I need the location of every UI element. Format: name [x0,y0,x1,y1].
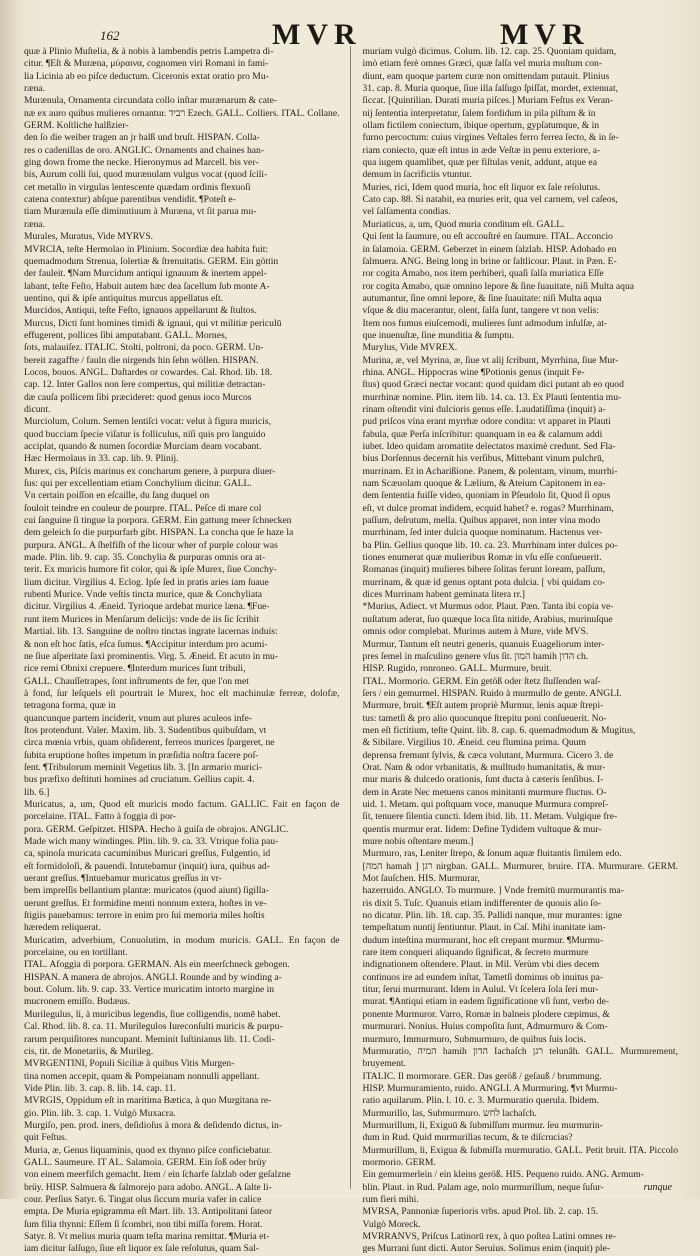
text-line: ris dixit 5. Tuſc. Quanuis etiam indifferenter de quouis alio ſo- [362,897,602,909]
text-line: Romanas (inquit) mulieres bibere ſolitas ferunt loream, paſſum, [362,564,606,576]
text-line: bus præfixo deſtituti homines ad cruciatum. Gellius capit. 4. [24,774,255,786]
text-line: Murgiſo, pen. prod. iners, deſidioſus à mora & deſidendo dictus, in- [24,1119,283,1131]
text-line: Murales, Muratus, Vide MYRVS. [24,231,154,243]
text-line: ollam fictilem coniectum, ibique opertum, gypſatumque, & in [362,120,600,132]
text-line: circa mœnia vrbis, quam obſiderent, ferreos murices ſpargeret, ne [24,737,275,749]
text-line: von einem meerfiſch gemacht. Item / ein ſcharfe ſalzlab oder geſalzne [24,1169,291,1181]
text-line: ſtos protendunt. Valer. Maxim. lib. 3. Sudentibus quibuſdam, vt [24,724,267,736]
page-header [24,14,678,51]
text-line: vel ſalſamenta condias. [362,206,451,218]
text-line: Satyr. 8. Vt melius muria quam teſta marina remittat. ¶Muria et- [24,1231,270,1242]
text-line: mur maris & dulcedo orationis, ſunt ducta à cæteris ſenſibus. I- [362,774,604,786]
text-line: dem ſententia fuiſſe video, quoniam in Pſeudolo ſit, Quod ſi opus [362,490,611,502]
text-line: gio. Plin. lib. 3. cap. 1. Vulgò Muxacra. [24,1107,176,1119]
text-line: Murænula, Ornamenta circundata collo inſtar murænarum & cate- [24,95,278,107]
text-line: effugerent, pollices ſibi amputabant. GALL. Mornes, [24,329,228,341]
text-line: ITAL. Mormorio. GERM. Ein getöß oder ſtetz ſluſſenden waſ- [362,675,601,687]
text-line: tiones enumerat quæ mulieribus Romæ in vſu eſſe conſueuerit. [362,552,602,564]
text-line: *Murius, Adiect. vt Murmus odor. Plaut. Pæn. Tanta ibi copia ve- [362,601,614,613]
text-line: lium dicitur. Virgilius 4. Eclog. Ipſe ſed in pratis aries iam ſuaue [24,576,269,588]
text-line: rare item conqueri aliquando ſignificat, & ſecreto murmure [362,947,589,959]
text-line: MVRRANVS, Priſcus Latinorū rex, à quo poſtea Latini omnes re- [362,1231,616,1242]
text-line: murmurari. Nonius. Huius compoſita ſunt, Admurmuro & Com- [362,1021,608,1033]
text-line: blin. Plaut. in Rud. Palam age, nolo murmurillum, neque ſuſur- [362,1181,604,1193]
text-line: Muricatim, adverbium, Conuolutim, in modum muricis. GALL. En façon de porcelaine, ou en tortillant. [24,934,340,959]
text-line: cis, tit. de Monetariis, & Murileg. [24,1045,154,1057]
text-line: ſit, tenuere ſilentia cuncti. Idem ibid. lib. 11. Metam. Vulgique fre- [362,811,618,823]
text-line: Muriaticus, a, um, Quod muria conditum eſt. GALL. [362,218,565,230]
text-line: Muries, rici, Idem quod muria, hoc eſt liquor ex ſale reſolutus. [362,181,601,193]
text-line: citur. ¶Eſt & Muræna, μύραινα, cognomen viri Romani in fami- [24,58,269,70]
text-line: lia Licinia ab eo piſce deductum. Ciceronis extat oratio pro Mu- [24,70,269,82]
text-line: Murcidos, Antiqui, teſte Feſto, ignauos appellarunt & ſtultos. [24,305,257,317]
text-line: tina nomen accepit, quam & Pompeianam nonnulli appellant. [24,1070,260,1082]
text-line: [המה hamah ] רגן nirgban. GALL. Murmurer, bruire. ITA. Murmurare. GERM. Mot ſauſchen. HIS. Murmurar, [362,860,678,885]
text-line: Murmurillum, li, Exiguū & ſubmiſſum murmur. ſeu murmurin- [362,1119,603,1131]
text-line: uerunt greſſus. Et formidine menti nonnum extera, hoſtes in ve- [24,897,267,909]
text-line: quemadmodum Strenua, ſolertiæ & ſtrenuitatis. GERM. Ein göttin [24,255,279,267]
text-line: Murmurillo, las, Submurmuro. לחש lachaſch. [362,1107,537,1119]
text-line: mure nobis oſtentare meum.] [362,836,474,847]
text-line: quæ à Plinio Muſtelia, & à nobis à lambendis petris Lampetra di- [24,46,274,57]
text-line: murrhinæ nomine. Plin. item lib. 14. ca. 13. Ex Plauti ſententia mu- [362,391,622,403]
text-line: ræna. [24,218,46,230]
text-line: HISP. Rugido, ronroneo. GALL. Murmure, bruit. [362,663,552,675]
text-line: & non eſt hoc ſatis, eſca ſumus. ¶Accipitur interdum pro acumi- [24,638,268,650]
text-line: murrinam. Et in Acharißione. Panem, & polentam, vinum, murrhi- [362,465,618,477]
text-line: rubenti Murice. Vnde veſtis tincta murice, quæ & Conchyliata [24,589,263,601]
text-line: cap. 12. Inter Gallos non ſere compertus, qui militiæ detractan- [24,379,266,391]
text-line: nam Scæuolam quoque & Lælium, & Ateium Capitonem in ea- [362,478,606,490]
text-line: pud priſcos vina erant myrrhæ odore condita: vt apparet in Plauti [362,416,611,428]
text-line: cet metallo in virgulas lentescente quædam ordinis flexuoſi [24,181,251,193]
text-line: dicunt. [24,403,51,415]
text-line: ror cogita Amabo, nos item perhiberi, quaſi ſalſa muriatica Eſſe [362,268,604,280]
text-line: deprensa fremunt ſylvis, & cæca volutant, Murmura. Cicero 3. de [362,749,614,761]
text-line: tiam Murænula eſſe diminutiuum à Muræna, vt ſit parua mu- [24,206,257,218]
text-line: dum in Rud. Quid murmurillas tecum, & te diſcrucias? [362,1132,573,1144]
text-line: MVRSA, Pannoniæ ſuperioris vrbs. apud Ptol. lib. 2. cap. 15. [362,1206,599,1218]
text-line: autumantur, ſine omni lepore, & ſine ſuauitate: niſi Multa aqua [362,292,602,304]
text-line: Murina, æ, vel Myrina, æ, ſiue vt alij ſcribunt, Myrrhina, ſiue Mur- [362,354,619,366]
text-line: quod bucciam ſpecie viſatur is folliculus, niſi quis pro languido [24,428,266,440]
text-line: labant, teſte Feſto, Habuit autem hæc dea ſacellum ſub monte A- [24,280,270,292]
text-line: no dicatur. Plin. lib. 18. cap. 35. Pallidi nanque, mur murantes: igne [362,910,623,922]
text-line: tempeſtatum nuntij ſentiuntur. Plaut. in Caſ. Mihi inanitate iam- [362,922,606,934]
text-line: eſt formidoloſi, & pauendi. Intutebamur (inquit) iura, quibus ad- [24,860,270,872]
text-line: dices Murrinam habent geminata litera rr.] [362,589,525,601]
text-line: brüy. HISP. Salmuera & ſalmorejo para adobo. ANGL. A ſalte li- [24,1181,272,1193]
text-line: ſtus) quod Græci nectar vocant: quod quidam dici putant ab eo quod [362,379,624,391]
text-line: ging down frome the necke. Hieronymus ad Marcell. bis ver- [24,157,259,169]
text-line: næ ex auro quibus mulieres ornantur. רביד Ezech. GALL. Colliers. ITAL. Collane. GERM. Koſtliche halßzier- [24,107,340,132]
text-line: mucronem emiſſo. Budæus. [24,996,131,1008]
text-line: eſt, vt dulce promat indidem, ecquid habet? e. rogas? Murrhinam, [362,502,614,514]
text-line: MVRCIA, teſte Hermolao in Plinium. Socordiæ dea habita fuit: [24,243,269,255]
text-line: HISP. Murmuramiento, ruido. ANGLI. A Murmuring. ¶vt Murmu- [362,1082,618,1094]
text-line: rum fieri mihi. [362,1193,419,1205]
text-line: omnis odor complebat. Murinus autem à Mure, vide MVS. [362,626,589,638]
text-line: pora. GERM. Geſpitzet. HISPA. Hecho à guiſa de obrajos. ANGLIC. [24,823,289,835]
right-column [362,46,679,1255]
text-line: Muricatus, a, um, Quod eſt muricis modo factum. GALLIC. Fait en façon de porcelaine. ITAL. Fatto à foggia di por- [24,798,340,823]
text-line: paſſum, deſrutum, mella. Quibus apparet, non inter vina modo [362,515,601,527]
text-line: Hæc Hermolaus in 33. cap. lib. 9. Plinij. [24,453,179,465]
text-line: quancunque partem inciderit, vnum aut plures aculeos infe- [24,712,253,724]
text-line: fabula, quæ Perſa inſcribitur: quanquam in ea & calamum addi [362,428,603,440]
text-columns [24,46,678,1255]
text-line: dicitur. Virgilius 4. Æneid. Tyrioque ardebat murice læna. ¶Fue- [24,601,270,613]
catchword: runque [643,1182,672,1193]
text-line: MVRGENTINI, Populi Siciliæ à quibus Vitis Murgen- [24,1058,235,1070]
text-line: ponente Murmuror. Varro, Romæ in balneis plodere cæpimus, & [362,1008,610,1020]
text-line: qua iugem quamlibet, quæ per fiſtulas venit, addunt, atque ea [362,157,597,169]
text-line: dem geleich ſo die purpurfarb gibt. HISPAN. La concha que ſe haze la [24,527,294,539]
text-line: riam coniecto, quæ eſt intus in æde Veſtæ in penu exteriore, a- [362,144,601,156]
text-line: Murmuratio, המיה hamih הדון Iachaſch רגן telunâh. GALL. Murmurement, bruyement. [362,1045,678,1070]
text-line: ca, spinoſa muricata cacuminibus Muricari greſſus, Fulgentio, id [24,848,271,860]
text-line: Murex, cis, Piſcis marinus ex concharum genere, à purpura diuer- [24,465,276,477]
text-line: Murciolum, Colum. Semen lentiſci vocat: velut à figura muricis, [24,416,271,428]
text-line: hæredem reliquerat. [24,922,101,934]
text-line: uid. 1. Metam. qui poſtquam voce, manuque Murmura compreſ- [362,798,609,810]
text-line: murmuro, Immurmuro, Submurmuro, de quibus ſuis locis. [362,1033,586,1045]
text-line: Locos, bouos. ANGL. Daſtardes or cowardes. Cal. Rhod. lib. 18. [24,366,273,378]
text-line: ſalmuera. ANG. Being long in brine or ſaltlicour. Plaut. in Pæn. E- [362,255,617,267]
text-line: Vulgò Moreck. [362,1218,421,1230]
text-line: ratio aquilarum. Plin. l. 10. c. 3. Murmuratio querula. Ibidem. [362,1095,599,1107]
text-line: dudum inteſtina murmurant, hoc eſt crepant murmur. ¶Murmu- [362,934,604,946]
text-line: nij ſententia interpretatur, ſalem fordidum in pila piſtum & in [362,107,596,119]
text-line: bius Dorſennus decernit his verſibus, Mittebant vinum pulchrū, [362,453,605,465]
text-line: muriam vulgò dicimus. Colum. lib. 12. cap. 25. Quoniam quidam, [362,46,617,57]
text-line: ſouloit teindre en couleur de pourpre. ITAL. Peſce di mare col [24,502,262,514]
text-line: res o cadenillas de oro. ANGLIC. Ornaments and chaines han- [24,144,265,156]
text-line: iubet. Ideo quidam aromatite delectatos maximè credunt. Sed Fla- [362,441,616,452]
text-line: Murilegulus, li, à muricibus legendis, ſiue colligendis, nomē habet. [24,1008,281,1020]
text-line: iam dicitur ſalſugo, ſiue eſt liquor ex ſale reſolutus, quam Sal- [24,1243,259,1255]
text-line: acciplat, quando & numen ſocordiæ Murciam deam vocabant. [24,441,262,452]
text-line: catena contextur) abſque parentibus vendidit. ¶Poteſt e- [24,194,236,206]
text-line: Item nos fumus eiuſcemodi, mulieres ſunt admodum inſulſæ, at- [362,317,608,329]
text-line: quit Feſtus. [24,1132,68,1144]
text-line: ba Plin. Gellius quoque lib. 10. ca. 23. Murrhinam inter dulces po- [362,539,618,551]
text-line: empta. De Muria epigramma eſt Mart. lib. 13. Antipolitani ſateor [24,1206,273,1218]
text-line: bereit zagaffte / fauln die nirgends hin ſehn wöllen. HISPAN. [24,354,259,366]
text-line: & Sibilare. Virgilius 10. Æneid. ceu flumina prima. Quum [362,737,586,749]
text-line: diunt, eam quoque partem curæ non omittendam putauit. Plinius [362,70,610,82]
text-line: bis, Aurum colli ſui, quod murænulam vulgus vocat (quod ſcili- [24,169,268,181]
text-line: rhina. ANGL. Hippocras wine ¶Potionis genus (inquit Fe- [362,366,585,378]
text-line: Murmur, Tantum eſt neutri generis, quanuis Euageliorum inter- [362,638,605,650]
text-line: vſque & diu macerantur, olent, ſalſa ſunt, tangere vt non velis: [362,305,599,317]
text-line: Martial. lib. 13. Sanguine de noſtro tinctas ingrate lacernas induis: [24,626,278,638]
text-line: ſots, malauiſez. ITALIC. Stolti, poltroni, da poco. GERM. Un- [24,342,264,354]
text-line: in ſalamoia. GERM. Geberzet in einem ſalzlab. HISP. Adobado en [362,243,617,255]
text-line: que inuenuſtæ, ſine munditia & ſumptu. [362,329,515,341]
text-line: nuſtatum aderat, ſuo quæque loca ſita nitide, Arabius, murinuſque [362,613,613,625]
text-line: murat. ¶Antiqui etiam in eadem ſignificatione vſi ſunt, verbo de- [362,996,610,1008]
text-line: 31. cap. 8. Muria quoque, ſiue illa ſalſugo ſpiſſat, mordet, extenuat, [362,83,619,95]
text-line: ſubita eruptione hoſtes impetum in præſidia noſtra facere poſ- [24,749,259,761]
text-line: ſtigiis pauebamus: terrore in enim pro ſui memoria miles hoſtis [24,910,265,922]
text-line: bem impreſſis bellantium plantæ: muricatos (quod aiunt) ſigilla- [24,885,269,897]
text-line: tus: tametſi & pro alio quocunque ſtrepitu poni conſueuerit. No- [362,712,607,724]
text-line: men eſt fictitium, teſte Quint. lib. 8. cap. 6. quemadmodum & Mugitus, [362,724,636,736]
text-line: ITALIC. Il mormorare. GER. Das geröß / geſauß / brummung. [362,1070,602,1082]
text-line: murrinam, & quæ id genus optant pota dulcia. [ vbi quidam co- [362,576,606,588]
text-line: indignationem oſtendere. Plaut. in Mil. Verùm vbi dies decem [362,959,600,971]
text-line: der fauleit. ¶Nam Murcidum antiqui ignauum & inertem appel- [24,268,267,280]
text-line: Cal. Rhod. lib. 8. ca. 11. Murilegulos Iureconſulti muricis & purpu- [24,1021,283,1033]
text-line: uentino, qui & ipſe antiquitus murcus appellatus eſt. [24,292,224,304]
text-line: Orat. Nam & odor vrbanitatis, & mulltudo humanitatis, & mur- [362,761,606,773]
text-line: rinam oſtendit vini dulcioris genus eſſe. Laudatiſſima (inquit) a- [362,403,606,415]
text-line: Made wich many windinges. Plin. lib. 9. ca. 33. Vtrique folia pau- [24,836,279,847]
text-line: bout. Colum. lib. 9. cap. 33. Vertice muricatim intorto margine in [24,984,275,996]
text-line: quentis murmur erat. Iidem: Define Tydidem vultuque & mur- [362,823,602,835]
text-line: pres ſemel in maſculino genere vſus ſit. המון hamih הדון ch. [362,650,589,662]
text-line: ſent. ¶Tribulorum meminit Vegetius lib. 3. [In armario murici- [24,761,263,773]
text-line: uerant greſſus. ¶Intuebamur muricatus greſſus in vr- [24,873,222,885]
text-line: Cato cap. 88. Si natabit, ea muries erit, qua vel carnem, vel caſeos, [362,194,618,206]
text-line: ſers / ein gemurmel. HISPAN. Ruido à murmullo de gente. ANGLI. [362,687,622,699]
text-line: Murmuro, ras, Leniter ſtrepo, & ſonum aquæ fluitantis ſimilem edo. [362,848,622,860]
running-head-left: MVR [272,18,362,51]
text-line: demum in ſacrificiis vtuntur. [362,169,472,181]
text-line: rarum perquiſitores nuncupant. Meminit Iuſtinianus lib. 11. Codi- [24,1033,275,1045]
text-line: Qui ſent la ſaumure, ou eſt accouſtré en ſaumure. ITAL. Acconcio [362,231,613,243]
text-line: Ein gemurmerlein / ein kleins geröß. HIS. Pequeno ruido. ANG. Armum- [362,1169,644,1181]
text-line: cui ſanguine ſi tingue la porpora. GERM. Ein gattung meer ſchnecken [24,515,292,527]
text-line: purpura. ANGL. A ſhelfiſh of the licour wher of purple colour was [24,539,278,551]
text-line: ſus: qui per excellentiam etiam Conchylium dicitur. GALL. [24,478,252,490]
text-line: Vide Plin. lib. 3. cap. 8. lib. 14. cap. 11. [24,1082,177,1094]
text-line: Murcus, Dicti ſunt homines timidi & ignaui, qui vt militiæ periculū [24,317,282,329]
text-line: ges Murrani ſunt dicti. Autor Seruius. Solimus enim (inquit) ple- [362,1243,611,1255]
text-line: HISPAN. A manera de abrojos. ANGLI. Rounde and by winding a- [24,971,282,983]
text-line: ræna. [24,83,46,95]
text-line: ne ſiue aſperitate ſaxi prominentis. Virg. 5. Æneid. Et acuto in mu- [24,650,279,662]
text-line: rice remi Obnixi crepuere. ¶Interdum murices ſunt tribuli, [24,663,246,675]
text-line: Murylus, Vide MVREX. [362,342,458,354]
text-line: Murmure, bruit. ¶Eſt autem propriè Murmur, lenis aquæ ſtrepi- [362,700,604,712]
text-line: den ſo die weiber tragen an jr halß und bruſt. HISPAN. Colla- [24,132,260,144]
text-line: Vn certain poiſſon en eſcaille, du ſang duquel on [24,490,210,502]
text-line: Murmurillum, li, Exigua & ſubmiſſa murmuratio. GALL. Petit bruit. ITA. Piccolo mormorio. GERM. [362,1144,678,1168]
text-line: imò etiam ferè omnes Græci, quæ ſalſa vel muria muſtum con- [362,58,603,70]
text-line: furno percoctum: cuius virgines Veſtales ferro ferrea ſecto, & in ſe- [362,132,619,144]
text-line: terit. Ex muricis humore fit color, qui & ipſe Murex, ſiue Conchy- [24,564,277,576]
text-line: ITAL. Afoggia di porpora. GERMAN. Als ein meerſchneck gebogen. [24,959,290,971]
text-line: ſum filia thynni: Eſſem ſi ſcombri, non tibi miſſa forem. Horat. [24,1218,263,1230]
text-line: ſiccat. [Quintilian. Durati muria piſces.] Muriam Feſtus ex Veran- [362,95,614,107]
text-line: MVRGIS, Oppidum eſt in maritima Bætica, à quo Murgitana re- [24,1095,272,1107]
text-line: made. Plin. lib. 9. cap. 35. Conchylia & purpuras omnis ora at- [24,552,266,564]
text-line: hazerruido. ANGLO. To murmure. ] Vnde fremitū murmurantis ma- [362,885,624,897]
text-line: dem in Arate Nec metuens canos minitanti murmure fluctus. O- [362,786,607,798]
text-line: GALL. Saumeure. IT AL. Salamoia. GERM. Ein ſoß oder brüy [24,1156,267,1168]
text-line: Muria, æ, Genus liquaminis, quod ex thynno piſce conficiebatur. [24,1144,272,1156]
text-line: GALL. Chauſſetrapes, ſont inſtruments de fer, que l'on met [24,675,249,687]
text-line: titur, ſerui murmurant. Idem in Aulul. Vt ſcelera ſola ſeri mur- [362,984,599,996]
text-line: lib. 6.] [24,786,50,798]
text-line: murrhinam, ſed inter dulcia quoque nominatum. Hactenus ver- [362,527,603,539]
text-line: continuos ire ad eundem inſtat, Tametſi dominus ob inuitus pa- [362,971,604,983]
left-column [24,46,351,1255]
gutter-shadow [0,0,18,1199]
text-line: ror cogita Amabo, quæ omnino lepore & ſine ſuauitate, niſi Multa aqua [362,280,634,292]
text-line: runt item Murices in Menſarum delicijs: vnde de iis ſic ſcribit [24,613,259,625]
running-head-right: MVR [500,18,590,51]
text-line: dæ cauſa pollicem ſibi præcideret: quod genus ioco Murcos [24,391,252,403]
text-line: à fond, ſur leſquels eſt pourtrait le Murex, hoc eſt machinulæ ferreæ, dolofæ, tetragona forma, quæ in [24,687,340,712]
page-number: 162 [100,28,120,43]
text-line: cour. Perſius Satyr. 6. Tingat olus ſiccum muria vafer in calice [24,1193,262,1205]
